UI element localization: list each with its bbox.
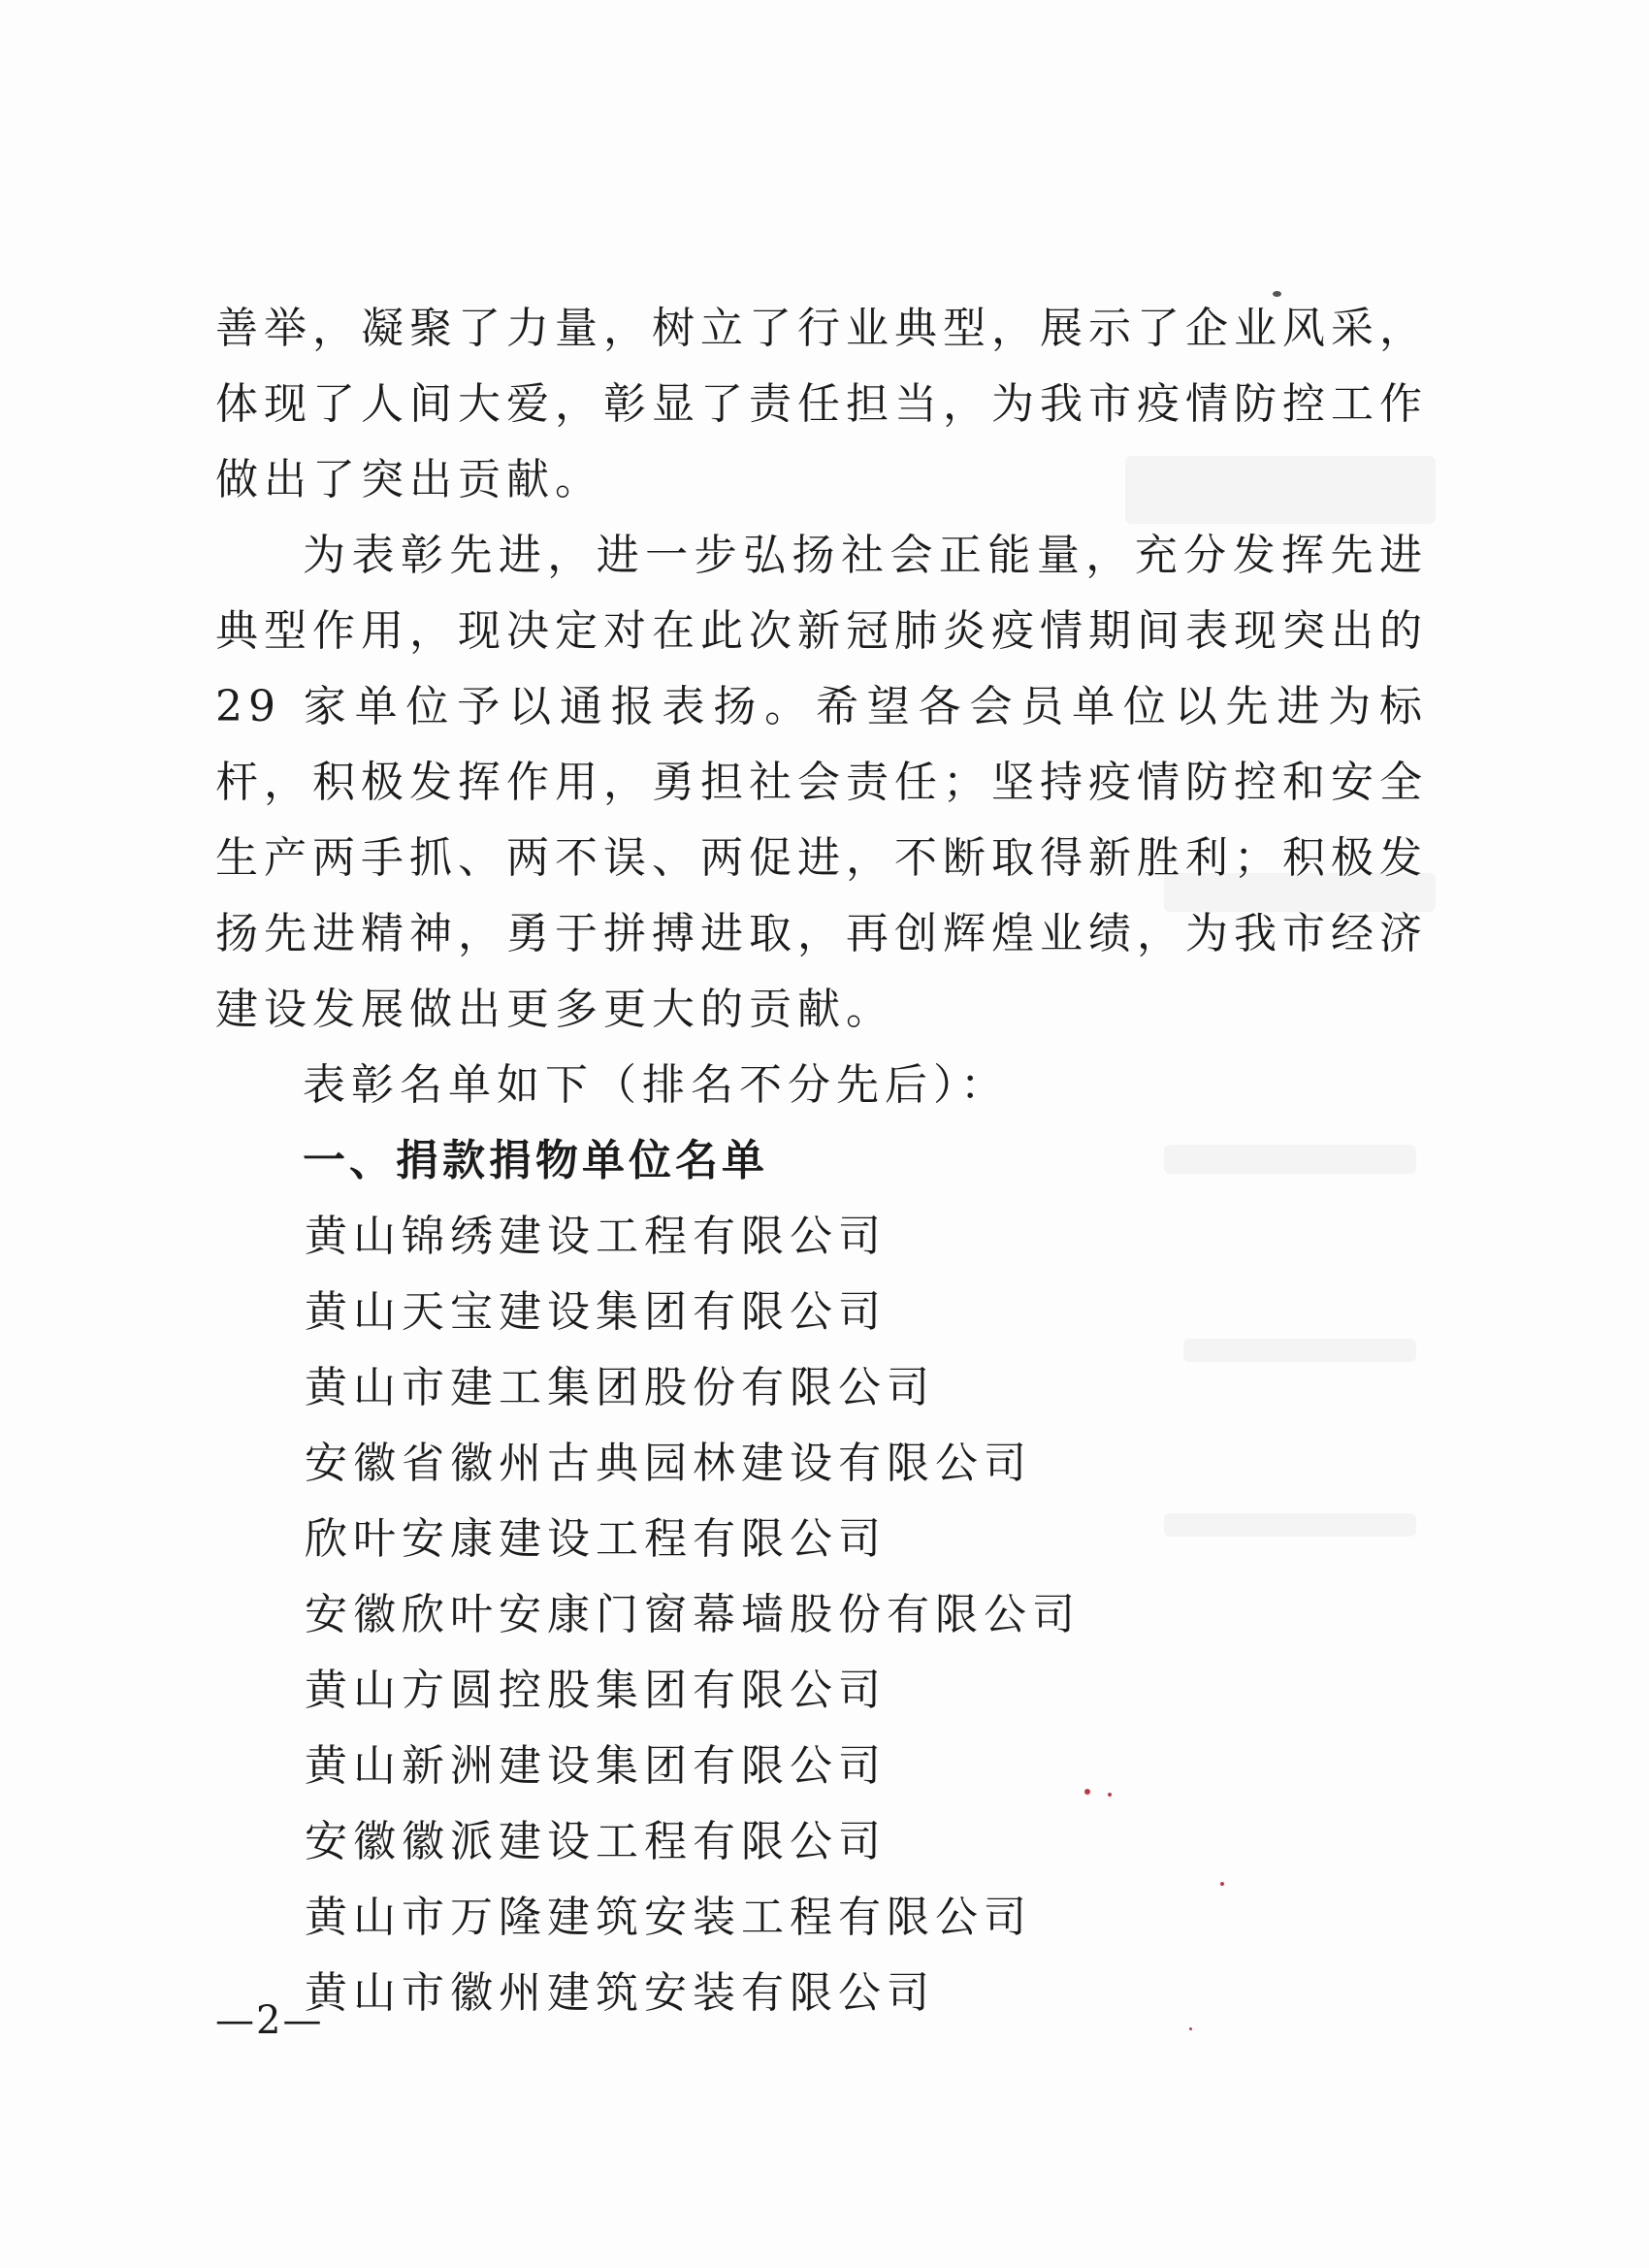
list-item: 黄山市徽州建筑安装有限公司 [305,1968,935,2018]
list-item: 黄山新洲建设集团有限公司 [305,1741,887,1791]
body-paragraph: 善举，凝聚了力量，树立了行业典型，展示了企业风采，体现了人间大爱，彰显了责任担当，为我市疫情防控工作做出了突出贡献。 [215,304,1428,504]
list-item: 安徽欣叶安康门窗幕墙股份有限公司 [305,1590,1081,1639]
page-number: —2— [215,1998,324,2043]
list-item: 黄山市建工集团股份有限公司 [305,1363,935,1412]
list-item: 黄山方圆控股集团有限公司 [305,1666,887,1715]
document-body [215,291,1428,2031]
company-list [215,1199,1428,2031]
section-heading: 一、捐款捐物单位名单 [303,1136,768,1185]
list-item: 黄山锦绣建设工程有限公司 [305,1212,887,1261]
list-item: 安徽省徽州古典园林建设有限公司 [305,1439,1032,1488]
list-item: 欣叶安康建设工程有限公司 [305,1514,887,1564]
list-item: 黄山市万隆建筑安装工程有限公司 [305,1893,1032,1942]
list-item: 黄山天宝建设集团有限公司 [305,1287,887,1337]
body-paragraph: 为表彰先进，进一步弘扬社会正能量，充分发挥先进典型作用，现决定对在此次新冠肺炎疫情期间表现突出的 29 家单位予以通报表扬。希望各会员单位以先进为标杆，积极发挥作用，勇担社会责任；坚持疫情防控和安全生产两手抓、两不误、两促进，不断取得新胜利；积极发扬先进精神，勇于拼搏进取，再创辉煌业绩，为我市经济建设发展做出更多更大的贡献。 [215,531,1428,1034]
list-intro: 表彰名单如下（排名不分先后）： [303,1060,1009,1110]
list-item: 安徽徽派建设工程有限公司 [305,1817,887,1866]
